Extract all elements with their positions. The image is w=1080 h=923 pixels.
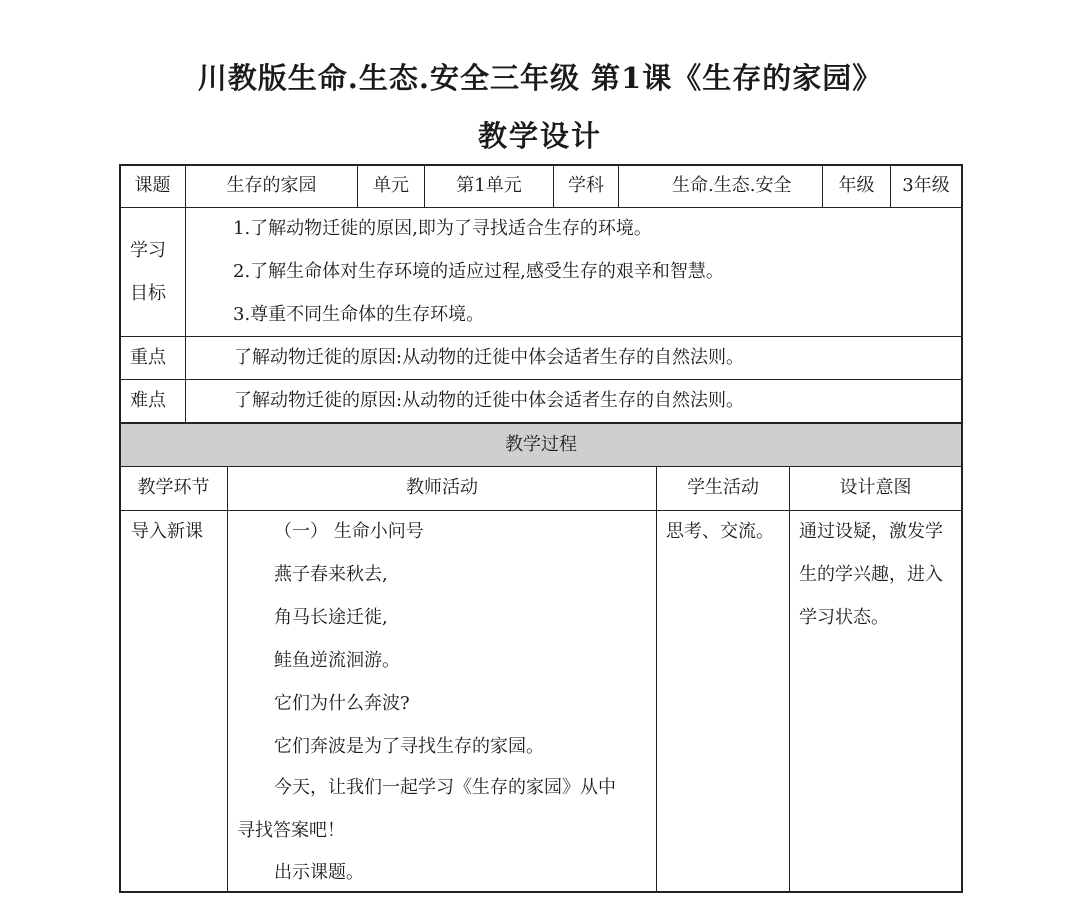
objectives-label-line2: 目标: [130, 283, 166, 304]
header-student: 学生活动: [687, 477, 759, 498]
rule-process-headers: [119, 510, 963, 511]
unit-label: 单元: [373, 175, 409, 196]
objective-item-3: 3.尊重不同生命体的生存环境。: [233, 304, 485, 325]
border-right: [961, 164, 963, 892]
border-bottom: [119, 891, 963, 893]
header-stage: 教学环节: [137, 477, 210, 498]
subject-value: 生命.生态.安全: [672, 175, 792, 196]
topic-value: 生存的家园: [226, 175, 317, 196]
rule-difficulty: [119, 422, 963, 424]
teacher-line: 角马长途迁徙,: [274, 607, 388, 628]
keypoint-text: 了解动物迁徙的原因:从动物的迁徙中体会适者生存的自然法则。: [234, 347, 745, 368]
intent-line: 通过设疑，激发学: [799, 521, 943, 542]
teacher-line: 寻找答案吧！: [237, 820, 345, 841]
unit-value: 第1单元: [456, 175, 522, 196]
intent-line: 学习状态。: [799, 607, 889, 628]
teacher-line: 出示课题。: [274, 862, 364, 883]
v-proc-3: [789, 466, 790, 892]
rule-objectives: [119, 336, 963, 337]
teacher-line: 它们奔波是为了寻找生存的家园。: [274, 736, 544, 757]
rule-keypoint: [119, 379, 963, 380]
border-top: [119, 164, 963, 166]
grade-label: 年级: [838, 175, 875, 196]
v-proc-1: [227, 466, 228, 892]
intent-line: 生的学兴趣，进入: [799, 564, 943, 585]
grade-value: 3年级: [902, 175, 950, 196]
keypoint-label: 重点: [130, 347, 166, 368]
teacher-line: （一） 生命小问号: [274, 521, 424, 542]
v-proc-2: [656, 466, 657, 892]
teacher-line: 它们为什么奔波?: [274, 693, 410, 714]
rule-process-title: [119, 466, 963, 467]
v-info-1: [185, 164, 186, 423]
rule-info: [119, 207, 963, 208]
process-section-title: 教学过程: [505, 434, 577, 455]
border-left: [119, 164, 121, 892]
difficulty-text: 了解动物迁徙的原因:从动物的迁徙中体会适者生存的自然法则。: [234, 390, 745, 411]
topic-label: 课题: [134, 175, 171, 196]
header-teacher: 教师活动: [406, 477, 478, 498]
student-activity: 思考、交流。: [666, 521, 774, 542]
document-title: 川教版生命.生态.安全三年级 第1课《生存的家园》: [197, 61, 883, 95]
v-info-5: [618, 164, 619, 208]
objective-item-1: 1.了解动物迁徙的原因,即为了寻找适合生存的环境。: [233, 218, 652, 239]
teacher-line: 燕子春来秋去,: [274, 564, 388, 585]
objectives-label-line1: 学习: [130, 240, 166, 261]
teacher-line: 今天，让我们一起学习《生存的家园》从中: [274, 777, 616, 798]
header-intent: 设计意图: [839, 477, 912, 498]
stage-name: 导入新课: [131, 521, 203, 542]
objective-item-2: 2.了解生命体对生存环境的适应过程,感受生存的艰辛和智慧。: [233, 261, 724, 282]
subject-label: 学科: [568, 175, 604, 196]
teacher-line: 鲑鱼逆流洄游。: [274, 650, 400, 671]
document-subtitle: 教学设计: [477, 119, 602, 153]
difficulty-label: 难点: [130, 390, 166, 411]
